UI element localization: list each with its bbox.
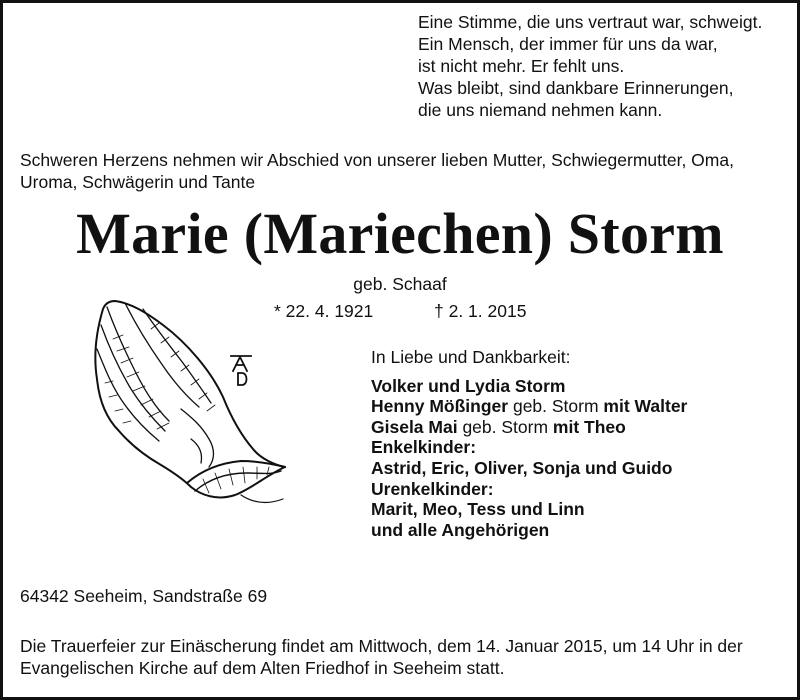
poem-line: ist nicht mehr. Er fehlt uns. [418,56,625,76]
farewell-intro: Schweren Herzens nehmen wir Abschied von unserer lieben Mutter, Schwiegermutter, Oma, Uroma, Schwägerin und Tante [20,150,734,192]
mourner-partner: mit Walter [603,396,688,417]
mourner-partner: mit Theo [552,416,626,437]
mourner-maiden-note: geb. Storm [457,416,553,437]
praying-hands-illustration [91,299,296,514]
mourner-line [371,479,687,500]
mourner-line [371,417,687,438]
praying-hands-icon [91,299,296,509]
mourners-list [371,347,687,540]
mourner-name: Gisela Mai [371,416,458,437]
funeral-announcement: Die Trauerfeier zur Einäscherung findet am Mittwoch, dem 14. Januar 2015, um 14 Uhr in der Evangelischen Kirche auf dem Alten Friedhof in Seeheim statt. [20,636,743,678]
monogram-icon [231,356,251,385]
address: 64342 Seeheim, Sandstraße 69 [20,586,268,606]
poem-line: Was bleibt, sind dankbare Erinnerungen, [418,78,734,98]
mourner-name: Astrid, Eric, Oliver, Sonja und Guido [371,457,673,478]
mourner-name: Henny Mößinger [371,396,509,417]
mourner-name: Marit, Meo, Tess und Linn [371,499,585,520]
mourner-line [371,396,687,417]
mourner-maiden-note: geb. Storm [508,396,604,417]
poem [418,11,762,121]
poem-line: die uns niemand nehmen kann. [418,100,663,120]
birth-date: * 22. 4. 1921 [274,301,374,321]
mourner-line [371,520,687,541]
mourner-line [371,376,687,397]
maiden-name: geb. Schaaf [353,274,447,294]
death-date: † 2. 1. 2015 [434,301,527,321]
mourner-name: und alle Angehörigen [371,519,550,540]
mourner-line [371,499,687,520]
mourner-line [371,458,687,479]
deceased-name: Marie (Mariechen) Storm [76,201,724,266]
mourner-line [371,437,687,458]
mourner-name: Volker und Lydia Storm [371,375,566,396]
group-label: Urenkelkinder: [371,478,494,499]
poem-line: Ein Mensch, der immer für uns da war, [418,34,718,54]
group-label: Enkelkinder: [371,437,477,458]
mourners-heading: In Liebe und Dankbarkeit: [371,347,571,367]
poem-line: Eine Stimme, die uns vertraut war, schweigt. [418,12,763,32]
